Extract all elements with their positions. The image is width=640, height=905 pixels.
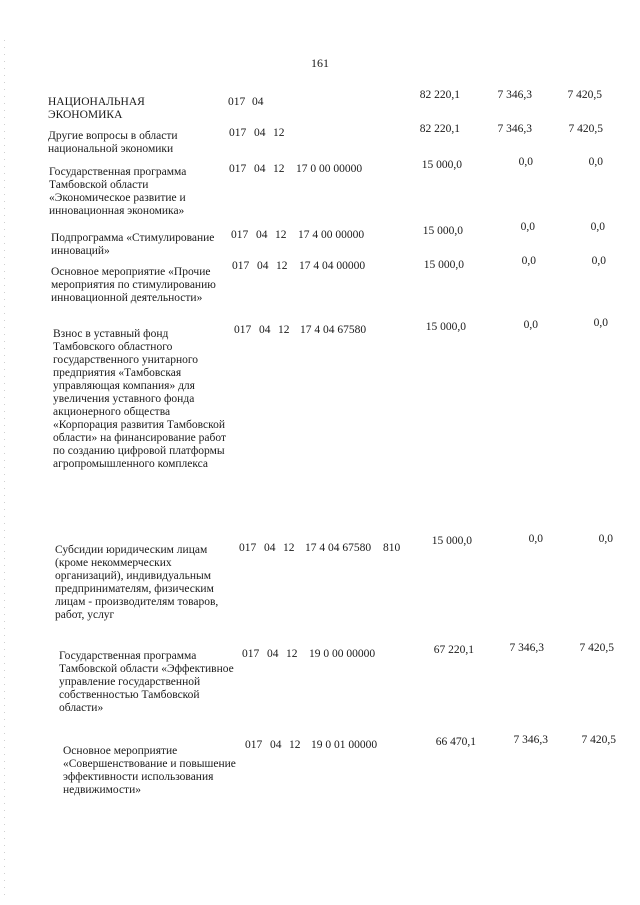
row-target-code: 19 0 00 00000 [309, 648, 376, 660]
row-target-code: 17 4 04 00000 [299, 260, 366, 272]
row-value-2: 7 346,3 [513, 734, 548, 746]
row-value-2: 7 346,3 [497, 123, 532, 135]
row-ministry-code: 017 [245, 739, 263, 751]
row-ministry-code: 017 [239, 542, 257, 554]
row-subsection-code: 12 [278, 324, 290, 336]
row-target-code: 17 4 04 67580 [305, 542, 372, 554]
row-value-2: 0,0 [521, 255, 536, 267]
row-value-3: 7 420,5 [579, 642, 614, 654]
row-expense-type-code: 810 [383, 542, 401, 554]
row-value-3: 0,0 [590, 221, 605, 233]
row-value-3: 0,0 [591, 255, 606, 267]
row-ministry-code: 017 [231, 229, 249, 241]
row-value-1: 82 220,1 [419, 123, 460, 135]
row-ministry-code: 017 [229, 127, 247, 139]
row-name: Государственная программа Тамбовской области «Эффективное управление государственной собственностью Тамбовской области» [59, 650, 234, 714]
row-value-1: 67 220,1 [433, 644, 474, 656]
row-target-code: 17 4 04 67580 [300, 324, 367, 336]
row-subsection-code: 12 [276, 260, 288, 272]
row-name: Основное мероприятие «Совершенствование и повышение эффективности использования недвижимости» [63, 745, 236, 796]
row-value-3: 7 420,5 [567, 89, 602, 101]
row-value-2: 0,0 [518, 156, 533, 168]
row-subsection-code: 12 [273, 163, 285, 175]
row-ministry-code: 017 [232, 260, 250, 272]
row-value-1: 82 220,1 [419, 89, 460, 101]
row-value-1: 15 000,0 [422, 225, 463, 237]
row-name: Государственная программа Тамбовской области «Экономическое развитие и инновационная экономика» [49, 166, 187, 217]
row-name: Основное мероприятие «Прочие мероприятия по стимулированию инновационной деятельности» [51, 266, 216, 304]
row-subsection-code: 12 [286, 648, 298, 660]
row-subsection-code: 12 [283, 542, 295, 554]
row-value-2: 7 346,3 [509, 642, 544, 654]
row-value-2: 0,0 [523, 319, 538, 331]
row-subsection-code: 12 [275, 229, 287, 241]
row-section-code: 04 [259, 324, 271, 336]
row-name: Субсидии юридическим лицам (кроме некоммерческих организаций), индивидуальным предпринимателям, физическим лицам - производителям товаров, работ, услуг [55, 544, 219, 621]
row-subsection-code: 12 [289, 739, 301, 751]
row-name: Подпрограмма «Стимулирование инноваций» [51, 232, 215, 257]
row-value-1: 15 000,0 [425, 321, 466, 333]
row-ministry-code: 017 [228, 96, 246, 108]
row-ministry-code: 017 [242, 648, 260, 660]
row-section-code: 04 [254, 127, 266, 139]
row-target-code: 19 0 01 00000 [311, 739, 378, 751]
row-value-3: 0,0 [598, 533, 613, 545]
row-value-1: 15 000,0 [431, 535, 472, 547]
page-number: 161 [311, 56, 329, 70]
row-name: НАЦИОНАЛЬНАЯ ЭКОНОМИКА [48, 96, 145, 121]
row-section-code: 04 [264, 542, 276, 554]
row-ministry-code: 017 [229, 163, 247, 175]
row-value-1: 15 000,0 [421, 159, 462, 171]
row-section-code: 04 [254, 163, 266, 175]
row-value-1: 15 000,0 [423, 259, 464, 271]
row-value-2: 0,0 [528, 533, 543, 545]
row-value-3: 0,0 [593, 317, 608, 329]
row-section-code: 04 [257, 260, 269, 272]
row-value-3: 7 420,5 [581, 734, 616, 746]
row-ministry-code: 017 [234, 324, 252, 336]
row-section-code: 04 [256, 229, 268, 241]
row-section-code: 04 [252, 96, 264, 108]
row-value-2: 0,0 [520, 221, 535, 233]
row-value-1: 66 470,1 [435, 736, 476, 748]
row-value-2: 7 346,3 [497, 89, 532, 101]
row-target-code: 17 4 00 00000 [298, 229, 365, 241]
row-subsection-code: 12 [273, 127, 285, 139]
row-name: Взнос в уставный фонд Тамбовского областного государственного унитарного предприятия «Тамбовская управляющая компания» для увеличения уставного фонда акционерного общества «Корпорация развития Тамбовской области» на финансирование работ по созданию цифровой платформы агропромышленного комплекса [53, 328, 226, 470]
row-name: Другие вопросы в области национальной экономики [48, 130, 178, 155]
row-section-code: 04 [270, 739, 282, 751]
scan-margin-artifact [4, 40, 5, 900]
row-value-3: 7 420,5 [568, 123, 603, 135]
row-value-3: 0,0 [588, 156, 603, 168]
row-target-code: 17 0 00 00000 [296, 163, 363, 175]
row-section-code: 04 [267, 648, 279, 660]
